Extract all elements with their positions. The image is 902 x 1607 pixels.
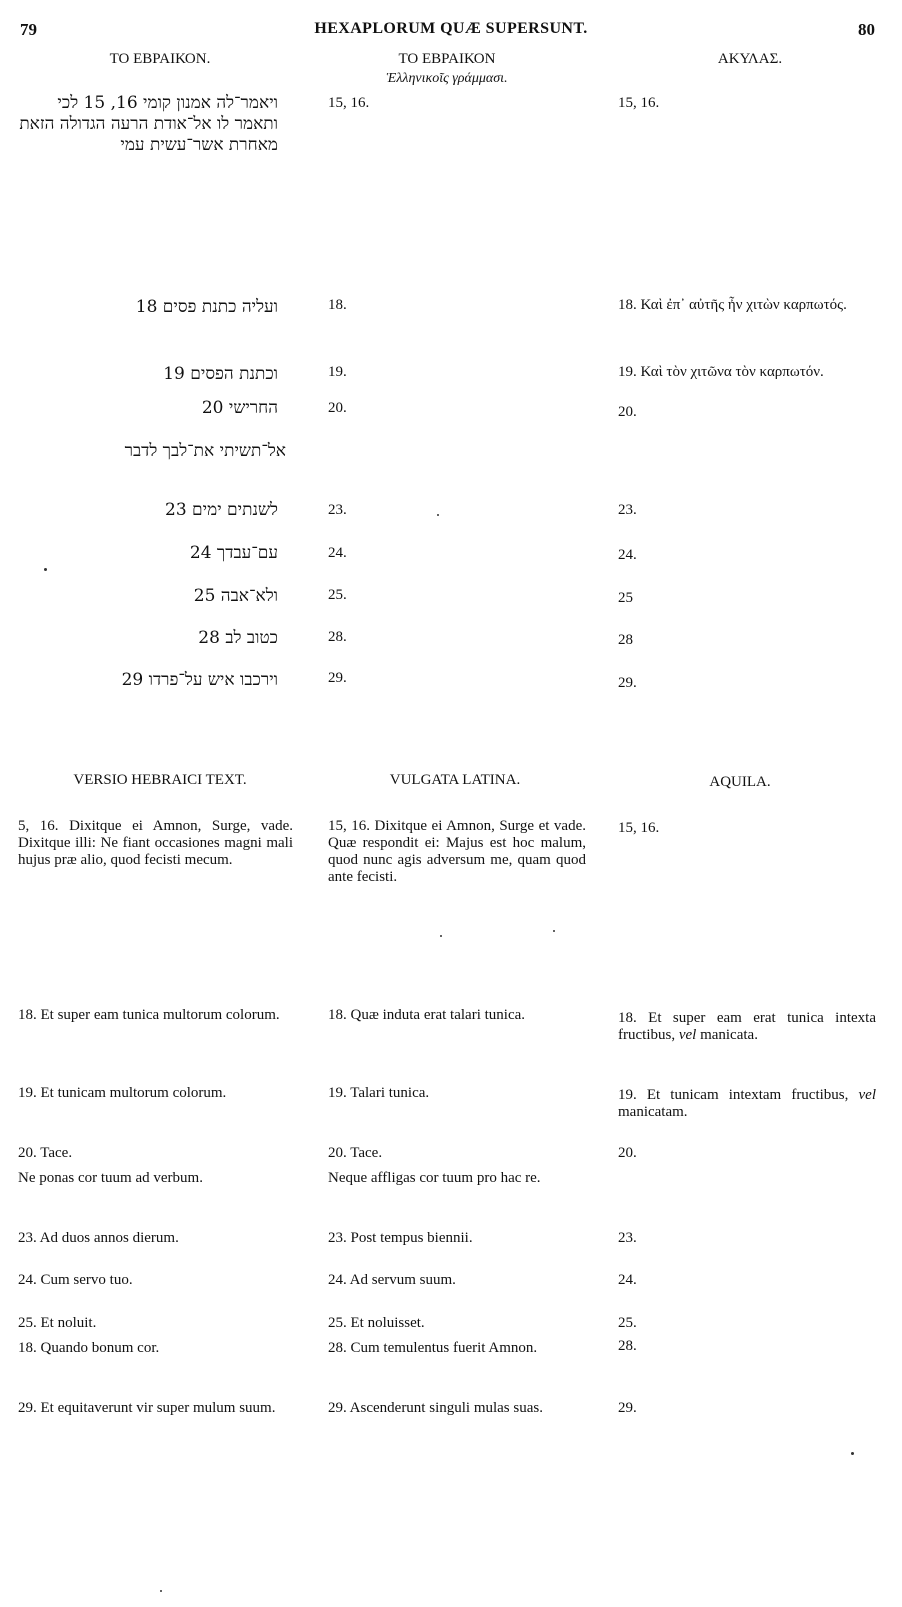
- aquila-greek-20: 20.: [618, 404, 637, 420]
- translit-verse-25: 25.: [328, 587, 347, 603]
- vulgata-20-cont: Neque affligas cor tuum pro hac re.: [328, 1170, 541, 1186]
- hebrew-verse-24: עם־עבדך 24: [189, 543, 278, 563]
- page-number-right: 80: [858, 20, 875, 39]
- page-number-left: 79: [20, 20, 37, 39]
- aquila-greek-23: 23.: [618, 502, 637, 518]
- translit-verse-15-16: 15, 16.: [328, 95, 370, 111]
- aquila-latin-15-16: 15, 16.: [618, 820, 660, 836]
- versio-23: 23. Ad duos annos dierum.: [18, 1230, 179, 1246]
- hebrew-verse-15-16: ויאמר־לה אמנון קומי 16, 15 לכי ותאמר לו אל־אודת הרעה הגדולה הזאת מאחרת אשר־עשית עמי: [19, 93, 278, 155]
- aquila-latin-19-text: 19. Et tunicam intextam fructibus,: [618, 1087, 849, 1103]
- aquila-greek-25: 25: [618, 590, 633, 606]
- vulgata-15-16: 15, 16. Dixitque ei Amnon, Surge et vade. Quæ respondit ei: Majus est hoc malum, quod nunc agis adversum me, quam quod ante fecisti.: [328, 818, 586, 885]
- versio-28: 18. Quando bonum cor.: [18, 1340, 160, 1356]
- aquila-latin-25: 25.: [618, 1315, 637, 1331]
- vulgata-20: 20. Tace.: [328, 1145, 383, 1161]
- translit-verse-28: 28.: [328, 629, 347, 645]
- hebrew-verse-23: לשנתים ימים 23: [165, 500, 278, 520]
- aquila-greek-15-16: 15, 16.: [618, 95, 660, 111]
- aquila-latin-18: [618, 1010, 876, 1044]
- aquila-greek-19: 19. Καὶ τὸν χιτῶνα τὸν καρπωτόν.: [618, 364, 824, 380]
- aquila-greek-column-heading: ΑΚΥΛΑΣ.: [717, 51, 783, 67]
- aquila-latin-18-text: 18. Et super eam erat tunica intexta fructibus,: [618, 1010, 876, 1043]
- translit-heading-sub: Ἑλληνικοῖς γράμμασι.: [386, 71, 508, 86]
- translit-verse-18: 18.: [328, 297, 347, 313]
- vulgata-24: 24. Ad servum suum.: [328, 1272, 456, 1288]
- aquila-latin-18-vel: vel: [678, 1027, 697, 1043]
- aquila-latin-29: 29.: [618, 1400, 637, 1416]
- aquila-greek-18: 18. Καὶ ἐπ᾽ αὐτῆς ἦν χιτὼν καρπωτός.: [618, 297, 847, 313]
- hebrew-verse-20: החרישי 20: [201, 398, 278, 418]
- aquila-latin-28: 28.: [618, 1338, 637, 1354]
- vulgata-29: 29. Ascenderunt singuli mulas suas.: [328, 1400, 543, 1416]
- aquila-latin-19-end: manicatam.: [618, 1104, 688, 1120]
- translit-column-heading: [322, 50, 572, 88]
- versio-20-cont: Ne ponas cor tuum ad verbum.: [18, 1170, 203, 1186]
- scan-speck: [553, 930, 555, 932]
- vulgata-28: 28. Cum temulentus fuerit Amnon.: [328, 1340, 538, 1356]
- scan-speck: [440, 935, 442, 937]
- vulgata-18: 18. Quæ induta erat talari tunica.: [328, 1007, 526, 1023]
- running-title: HEXAPLORUM QUÆ SUPERSUNT.: [314, 20, 588, 37]
- hebrew-verse-19: וכתנת הפסים 19: [163, 364, 278, 384]
- versio-column-heading: VERSIO HEBRAICI TEXT.: [73, 772, 247, 788]
- versio-20: 20. Tace.: [18, 1145, 73, 1161]
- hebrew-verse-29: וירכבו איש על־פרדו 29: [121, 670, 278, 690]
- vulgata-column-heading: VULGATA LATINA.: [389, 772, 521, 788]
- versio-25: 25. Et noluit.: [18, 1315, 97, 1331]
- hebrew-verse-20-cont: אל־תשיתי את־לבך לדבר: [124, 441, 286, 461]
- vulgata-25: 25. Et noluisset.: [328, 1315, 425, 1331]
- translit-verse-23: 23.: [328, 502, 347, 518]
- aquila-latin-19: [618, 1087, 876, 1121]
- aquila-latin-18-end: manicata.: [700, 1027, 758, 1043]
- versio-19: 19. Et tunicam multorum colorum.: [18, 1085, 227, 1101]
- aquila-latin-23: 23.: [618, 1230, 637, 1246]
- aquila-greek-28: 28: [618, 632, 633, 648]
- aquila-greek-29: 29.: [618, 675, 637, 691]
- aquila-latin-19-vel: vel: [858, 1087, 876, 1103]
- versio-18: 18. Et super eam tunica multorum colorum.: [18, 1007, 280, 1023]
- hebrew-verse-28: כטוב לב 28: [198, 628, 278, 648]
- hebrew-column-heading: ΤΟ ΕΒΡΑΙΚΟΝ.: [109, 51, 211, 67]
- versio-24: 24. Cum servo tuo.: [18, 1272, 133, 1288]
- hebrew-verse-18: ועליה כתנת פסים 18: [135, 297, 278, 317]
- aquila-latin-20: 20.: [618, 1145, 637, 1161]
- aquila-latin-24: 24.: [618, 1272, 637, 1288]
- scan-speck: [44, 568, 47, 571]
- scan-speck: [437, 514, 439, 516]
- translit-verse-24: 24.: [328, 545, 347, 561]
- scan-speck: [160, 1590, 162, 1592]
- translit-verse-20: 20.: [328, 400, 347, 416]
- hebrew-verse-25: ולא־אבה 25: [193, 586, 278, 606]
- versio-15-16: 5, 16. Dixitque ei Amnon, Surge, vade. Dixitque illi: Ne fiant occasiones magni mali hujus præ alio, quod fecisti mecum.: [18, 818, 293, 868]
- translit-verse-19: 19.: [328, 364, 347, 380]
- vulgata-23: 23. Post tempus biennii.: [328, 1230, 473, 1246]
- aquila-latin-column-heading: AQUILA.: [709, 774, 771, 790]
- scan-speck: [851, 1452, 854, 1455]
- translit-heading-main: ΤΟ ΕΒΡΑΙΚΟΝ: [398, 51, 496, 67]
- aquila-greek-24: 24.: [618, 547, 637, 563]
- translit-verse-29: 29.: [328, 670, 347, 686]
- versio-29: 29. Et equitaverunt vir super mulum suum.: [18, 1400, 276, 1416]
- vulgata-19: 19. Talari tunica.: [328, 1085, 430, 1101]
